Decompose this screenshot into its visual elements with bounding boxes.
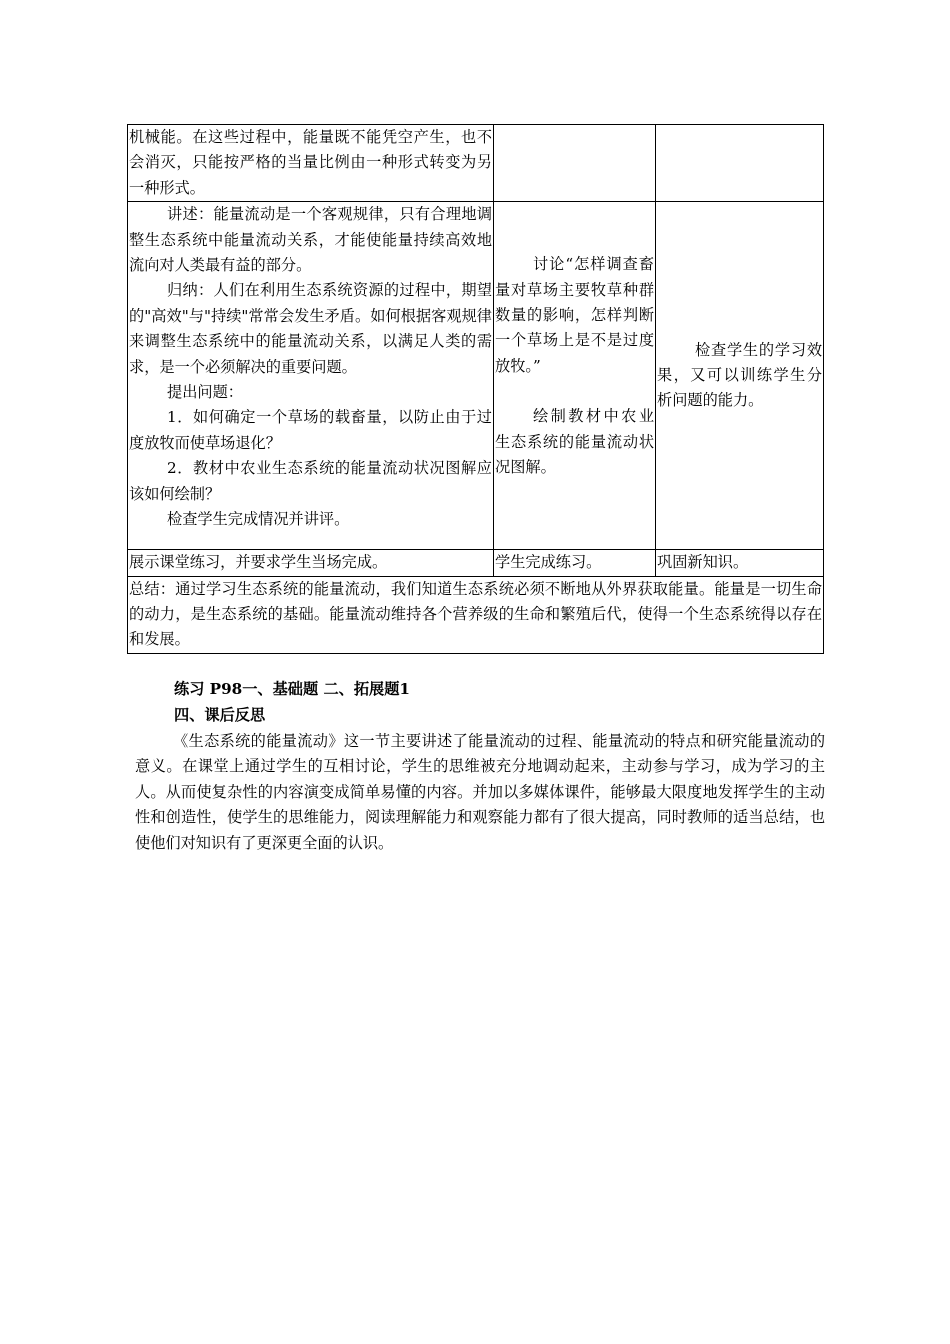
teacher-activity-cell: 展示课堂练习，并要求学生当场完成。 <box>128 550 494 576</box>
question-heading: 提出问题： <box>167 383 243 402</box>
lecture-paragraph: 讲述：能量流动是一个客观规律，只有合理地调整生态系统中能量流动关系，才能使能量持续高效地流向对人类最有益的部分。 <box>129 205 492 275</box>
design-intent-cell: 巩固新知识。 <box>656 550 824 576</box>
student-activity-cell: 学生完成练习。 <box>494 550 656 576</box>
teacher-activity-cell <box>128 202 494 550</box>
reflection-body: 《生态系统的能量流动》这一节主要讲述了能量流动的过程、能量流动的特点和研究能量流动的意义。在课堂上通过学生的互相讨论，学生的思维被充分地调动起来，主动参与学习，成为学习的主人。从而使复杂性的内容演变成简单易懂的内容。并加以多媒体课件，能够最大限度地发挥学生的主动性和创造性，使学生的思维能力，阅读理解能力和观察能力都有了很大提高，同时教师的适当总结，也使他们对知识有了更深更全面的认识。 <box>135 732 825 852</box>
table-row <box>128 576 824 653</box>
table-row <box>128 125 824 202</box>
summary-cell: 总结：通过学习生态系统的能量流动，我们知道生态系统必须不断地从外界获取能量。能量是一切生命的动力，是生态系统的基础。能量流动维持各个营养级的生命和繁殖后代，使得一个生态系统得以存在和发展。 <box>128 576 824 653</box>
lesson-plan-table <box>127 124 824 654</box>
discussion-text: 讨论“怎样调查畜量对草场主要牧草种群数量的影响，怎样判断一个草场上是不是过度放牧。” <box>495 255 654 375</box>
question-item: 1．如何确定一个草场的载畜量，以防止由于过度放牧而使草场退化？ <box>129 408 492 452</box>
question-item: 2．教材中农业生态系统的能量流动状况图解应该如何绘制？ <box>129 459 492 503</box>
summary-paragraph: 归纳：人们在利用生态系统资源的过程中，期望的"高效"与"持续"常常会发生矛盾。如何根据客观规律来调整生态系统中的能量流动关系，以满足人类的需求，是一个必须解决的重要问题。 <box>129 281 492 376</box>
design-intent-cell <box>656 202 824 550</box>
drawing-text: 绘制教材中农业生态系统的能量流动状况图解。 <box>495 407 654 477</box>
table-row <box>128 550 824 576</box>
student-activity-cell <box>494 202 656 550</box>
exercise-line: 练习 P98一、基础题 二、拓展题1 <box>174 680 410 698</box>
table-row <box>128 202 824 550</box>
teacher-activity-cell <box>128 125 494 202</box>
design-intent-cell <box>656 125 824 202</box>
student-activity-cell <box>494 125 656 202</box>
cell-text: 机械能。在这些过程中，能量既不能凭空产生，也不会消灭，只能按严格的当量比例由一种形式转变为另一种形式。 <box>129 128 492 197</box>
reflection-heading: 四、课后反思 <box>174 706 266 724</box>
review-paragraph: 检查学生完成情况并讲评。 <box>167 510 350 529</box>
intent-text: 检查学生的学习效果，又可以训练学生分析问题的能力。 <box>657 340 822 410</box>
